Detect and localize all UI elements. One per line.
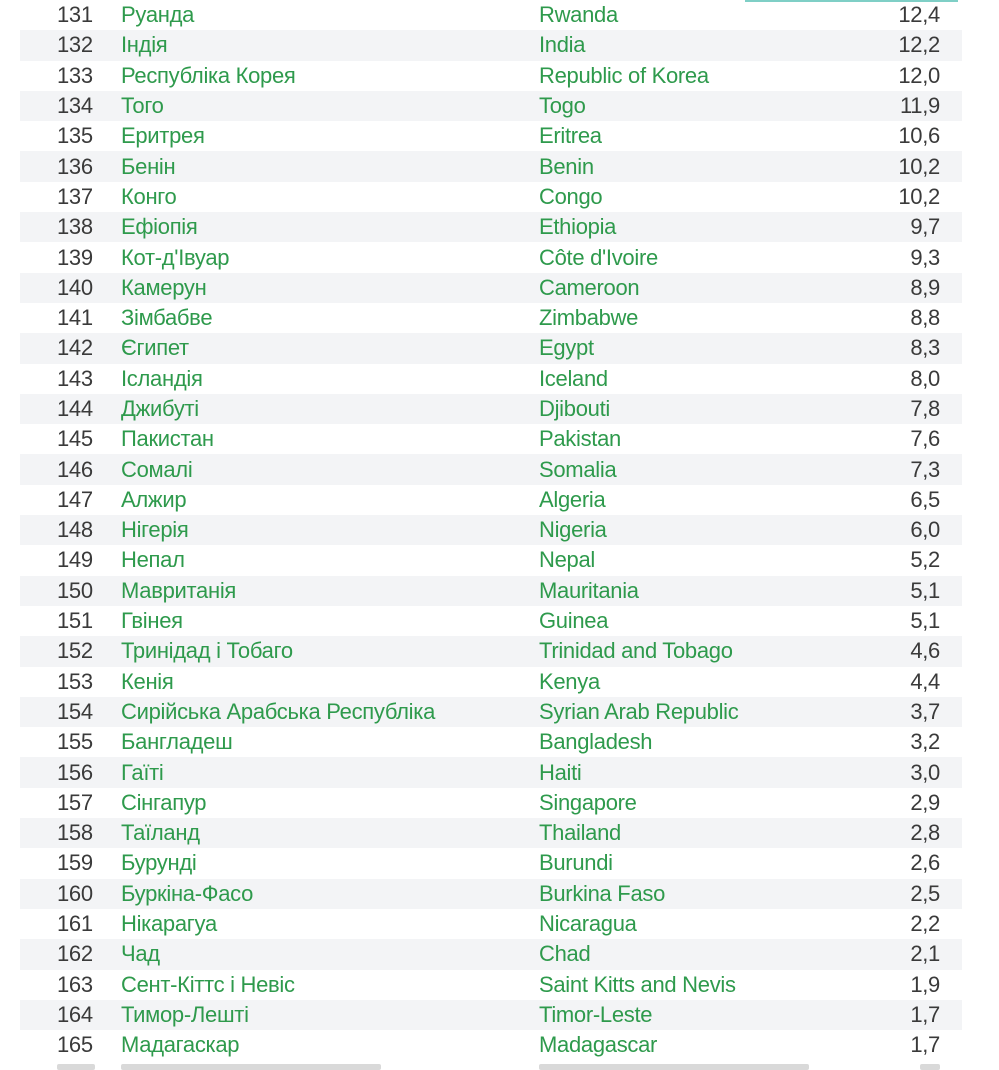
value-cell: 10,2 [898,153,940,179]
value-cell: 2,8 [910,820,940,846]
rank-cell: 139 [57,244,93,270]
country-name-en-cell: Nigeria [539,517,607,543]
value-cell: 9,7 [910,214,940,240]
country-name-ua-cell: Сомалі [121,456,193,482]
country-name-en-cell: Madagascar [539,1032,658,1058]
country-name-en-cell: Nicaragua [539,911,637,937]
country-name-en-cell: Benin [539,153,594,179]
country-name-ua-cell: Зімбабве [121,305,213,331]
country-name-en-cell: Trinidad and Tobago [539,638,733,664]
value-cell: 8,9 [910,274,940,300]
country-name-en-cell: Saint Kitts and Nevis [539,971,736,997]
rank-cell: 144 [57,396,93,421]
table-row [20,879,962,909]
table-row [20,121,962,151]
country-name-ua-cell: Бенін [121,153,176,179]
country-name-ua-cell: Бурунді [121,850,197,876]
country-name-en-cell: Republic of Korea [539,62,709,88]
table-row [20,424,962,454]
country-name-ua-cell: Того [121,93,164,119]
table-row [20,454,962,484]
country-name-ua-cell: Ефіопія [121,214,198,240]
country-name-ua-cell: Руанда [121,2,195,28]
rank-cell: 156 [57,759,93,785]
country-name-ua-cell: Еритрея [121,123,205,149]
table-row [20,848,962,878]
country-name-en-cell: Zimbabwe [539,305,639,331]
rank-cell: 163 [57,971,93,997]
table-row [20,1000,962,1030]
country-name-ua-cell: Бангладеш [121,729,233,755]
country-name-ua-cell: Єгипет [121,335,189,361]
country-name-ua-cell: Тимор-Лешті [121,1001,249,1027]
table-row [20,757,962,787]
table-row [20,788,962,818]
country-name-ua-cell: Сінгапур [121,789,207,815]
country-name-ua-cell: Пакистан [121,426,214,452]
rank-cell: 149 [57,547,93,573]
country-name-en-cell: Burkina Faso [539,880,666,906]
rank-cell: 151 [57,608,93,634]
table-row [20,151,962,181]
rank-cell: 159 [57,850,93,876]
country-name-ua-cell: Таїланд [121,820,200,846]
rank-cell: 134 [57,93,93,119]
rank-cell: 160 [57,880,93,906]
country-name-ua-cell: Кот-д'Івуар [121,244,230,270]
rank-cell: 136 [57,153,93,179]
country-name-en-cell: Djibouti [539,396,610,421]
table-row [20,970,962,1000]
value-cell: 5,1 [910,608,940,634]
country-name-ua-cell: Гвінея [121,608,183,634]
country-name-ua-cell: Нікарагуа [121,911,217,937]
country-name-ua-cell: Чад [121,941,160,967]
rank-cell: 143 [57,365,93,391]
rank-cell: 155 [57,729,93,755]
table-row [20,182,962,212]
table-row [20,667,962,697]
country-name-ua-cell: Тринідад і Тобаго [121,638,293,664]
rank-cell: 161 [57,911,93,937]
value-cell: 2,1 [910,941,940,967]
rank-cell: 141 [57,305,93,331]
value-cell: 4,4 [910,668,940,694]
value-cell: 1,7 [910,1001,940,1027]
table-row [20,515,962,545]
country-name-ua-cell: Алжир [121,486,187,512]
country-name-ua-cell: Буркіна-Фасо [121,880,254,906]
rank-cell: 164 [57,1001,93,1027]
country-name-en-cell: Pakistan [539,426,621,452]
country-name-ua-cell: Республіка Корея [121,62,296,88]
country-name-en-cell: Côte d'Ivoire [539,244,658,270]
value-cell: 12,0 [898,62,940,88]
table-row [20,61,962,91]
country-name-en-cell: Mauritania [539,577,639,603]
table-row [20,576,962,606]
table-row [20,636,962,666]
value-cell: 7,6 [910,426,940,452]
value-cell: 12,4 [898,2,940,28]
country-name-en-cell: Haiti [539,759,582,785]
value-cell: 12,2 [898,32,940,58]
table-row [20,727,962,757]
rank-cell: 153 [57,668,93,694]
table-row [20,212,962,242]
table-body [20,0,962,1060]
country-name-ua-cell: Сент-Кіттс і Невіс [121,971,295,997]
country-name-ua-cell: Нігерія [121,517,189,543]
country-name-ua-cell: Гаїті [121,759,164,785]
rank-cell: 133 [57,62,93,88]
value-cell: 2,6 [910,850,940,876]
country-name-en-cell: Singapore [539,789,637,815]
rank-cell: 131 [57,2,93,28]
rank-cell: 150 [57,577,93,603]
country-name-en-cell: Cameroon [539,274,640,300]
rank-cell: 147 [57,486,93,512]
country-name-en-cell: Syrian Arab Republic [539,698,739,724]
country-name-ua-cell: Кенія [121,668,174,694]
table-row [20,606,962,636]
table-row [20,818,962,848]
country-name-en-cell: Kenya [539,668,600,694]
value-cell: 8,0 [910,365,940,391]
rank-cell: 146 [57,456,93,482]
value-cell: 1,9 [910,971,940,997]
country-name-en-cell: India [539,32,586,58]
rank-cell: 158 [57,820,93,846]
rank-cell: 138 [57,214,93,240]
value-cell: 7,8 [910,396,940,421]
value-cell: 2,5 [910,880,940,906]
value-cell: 5,1 [910,577,940,603]
table-row [20,909,962,939]
table-row [20,697,962,727]
country-name-en-cell: Iceland [539,365,608,391]
country-name-en-cell: Chad [539,941,591,967]
country-name-ua-cell: Сирійська Арабська Республіка [121,698,436,724]
value-cell: 7,3 [910,456,940,482]
rank-cell: 140 [57,274,93,300]
value-cell: 5,2 [910,547,940,573]
rank-cell: 152 [57,638,93,664]
rank-cell: 162 [57,941,93,967]
value-cell: 10,6 [898,123,940,149]
value-cell: 10,2 [898,183,940,209]
country-name-en-cell: Algeria [539,486,606,512]
rank-cell: 165 [57,1032,93,1058]
value-cell: 2,9 [910,789,940,815]
value-cell: 3,0 [910,759,940,785]
table-row [20,394,962,424]
table-row [20,545,962,575]
country-name-ua-cell: Мавританія [121,577,237,603]
rank-cell: 132 [57,32,93,58]
table-row [20,1030,962,1060]
country-name-ua-cell: Індія [121,32,168,58]
table-row [20,0,962,30]
rank-cell: 142 [57,335,93,361]
country-name-ua-cell: Конго [121,183,177,209]
value-cell: 8,8 [910,305,940,331]
country-name-en-cell: Congo [539,183,603,209]
country-name-ua-cell: Непал [121,547,185,573]
table-row [20,939,962,969]
value-cell: 8,3 [910,335,940,361]
value-cell: 4,6 [910,638,940,664]
country-name-ua-cell: Мадагаскар [121,1032,240,1058]
country-name-en-cell: Rwanda [539,2,618,28]
country-name-en-cell: Nepal [539,547,595,573]
country-name-en-cell: Bangladesh [539,729,653,755]
value-cell: 3,7 [910,698,940,724]
rank-cell: 154 [57,698,93,724]
table-row [20,30,962,60]
rank-cell: 145 [57,426,93,452]
table-row [20,333,962,363]
country-name-en-cell: Egypt [539,335,594,361]
country-name-ua-cell: Джибуті [121,396,199,421]
country-name-ua-cell: Камерун [121,274,207,300]
rank-cell: 137 [57,183,93,209]
value-cell: 6,0 [910,517,940,543]
table-row [20,273,962,303]
value-cell: 3,2 [910,729,940,755]
value-cell: 6,5 [910,486,940,512]
country-name-en-cell: Ethiopia [539,214,617,240]
value-cell: 1,7 [910,1032,940,1058]
table-row [20,485,962,515]
country-name-en-cell: Thailand [539,820,621,846]
table-row [20,91,962,121]
country-name-en-cell: Togo [539,93,586,119]
country-name-en-cell: Guinea [539,608,609,634]
value-cell: 2,2 [910,911,940,937]
table-row [20,303,962,333]
table-row [20,364,962,394]
country-name-en-cell: Eritrea [539,123,602,149]
rank-cell: 157 [57,789,93,815]
ranking-table [20,0,962,1070]
rank-cell: 148 [57,517,93,543]
value-cell: 9,3 [910,244,940,270]
country-name-en-cell: Somalia [539,456,617,482]
table-row [20,242,962,272]
country-name-ua-cell: Ісландія [121,365,203,391]
rank-cell: 135 [57,123,93,149]
country-name-en-cell: Timor-Leste [539,1001,653,1027]
value-cell: 11,9 [900,93,940,119]
country-name-en-cell: Burundi [539,850,613,876]
